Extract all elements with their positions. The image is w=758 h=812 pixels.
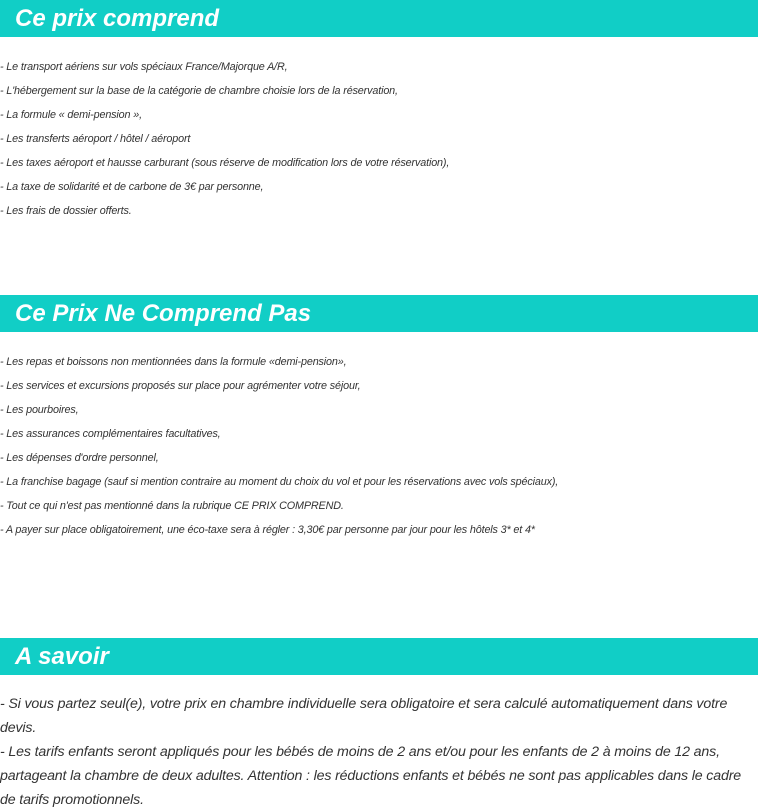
list-item: - Les dépenses d'ordre personnel,: [0, 452, 159, 464]
section-header-good-to-know: [0, 638, 758, 675]
list-item: - Les assurances complémentaires facultatives,: [0, 428, 221, 440]
list-item: - La taxe de solidarité et de carbone de 3€ par personne,: [0, 181, 264, 193]
section-header-price-excludes: [0, 295, 758, 332]
list-item: - Les repas et boissons non mentionnées dans la formule «demi-pension»,: [0, 356, 347, 368]
list-item: - Les pourboires,: [0, 404, 79, 416]
info-paragraph: - Si vous partez seul(e), votre prix en chambre individuelle sera obligatoire et sera calculé automatiquement dans votre devis.: [0, 696, 728, 736]
list-item: - La formule « demi-pension »,: [0, 109, 142, 121]
section-header-price-includes: [0, 0, 758, 37]
list-item: - L'hébergement sur la base de la catégorie de chambre choisie lors de la réservation,: [0, 85, 398, 97]
list-item: - Les frais de dossier offerts.: [0, 205, 132, 217]
price-excludes-list: [0, 350, 758, 542]
list-item: - Le transport aériens sur vols spéciaux France/Majorque A/R,: [0, 61, 288, 73]
section-title: A savoir: [15, 643, 109, 670]
list-item: - Tout ce qui n'est pas mentionné dans la rubrique CE PRIX COMPREND.: [0, 500, 344, 512]
list-item: - Les transferts aéroport / hôtel / aéroport: [0, 133, 191, 145]
list-item: - Les taxes aéroport et hausse carburant (sous réserve de modification lors de votre réservation),: [0, 157, 450, 169]
list-item: - La franchise bagage (sauf si mention contraire au moment du choix du vol et pour les réservations avec vols spéciaux),: [0, 476, 559, 488]
good-to-know-text: [0, 692, 752, 812]
section-title: Ce Prix Ne Comprend Pas: [15, 300, 312, 327]
info-paragraph: - Les tarifs enfants seront appliqués pour les bébés de moins de 2 ans et/ou pour les enfants de 2 à moins de 12 ans, partageant la chambre de deux adultes. Attention : les réductions enfants et bébés ne sont pas applicables dans le cadre de tarifs promotionnels.: [0, 744, 742, 808]
list-item: - Les services et excursions proposés sur place pour agrémenter votre séjour,: [0, 380, 361, 392]
list-item: - A payer sur place obligatoirement, une éco-taxe sera à régler : 3,30€ par personne par jour pour les hôtels 3* et 4*: [0, 524, 535, 536]
price-includes-list: [0, 55, 758, 223]
section-title: Ce prix comprend: [15, 5, 220, 32]
